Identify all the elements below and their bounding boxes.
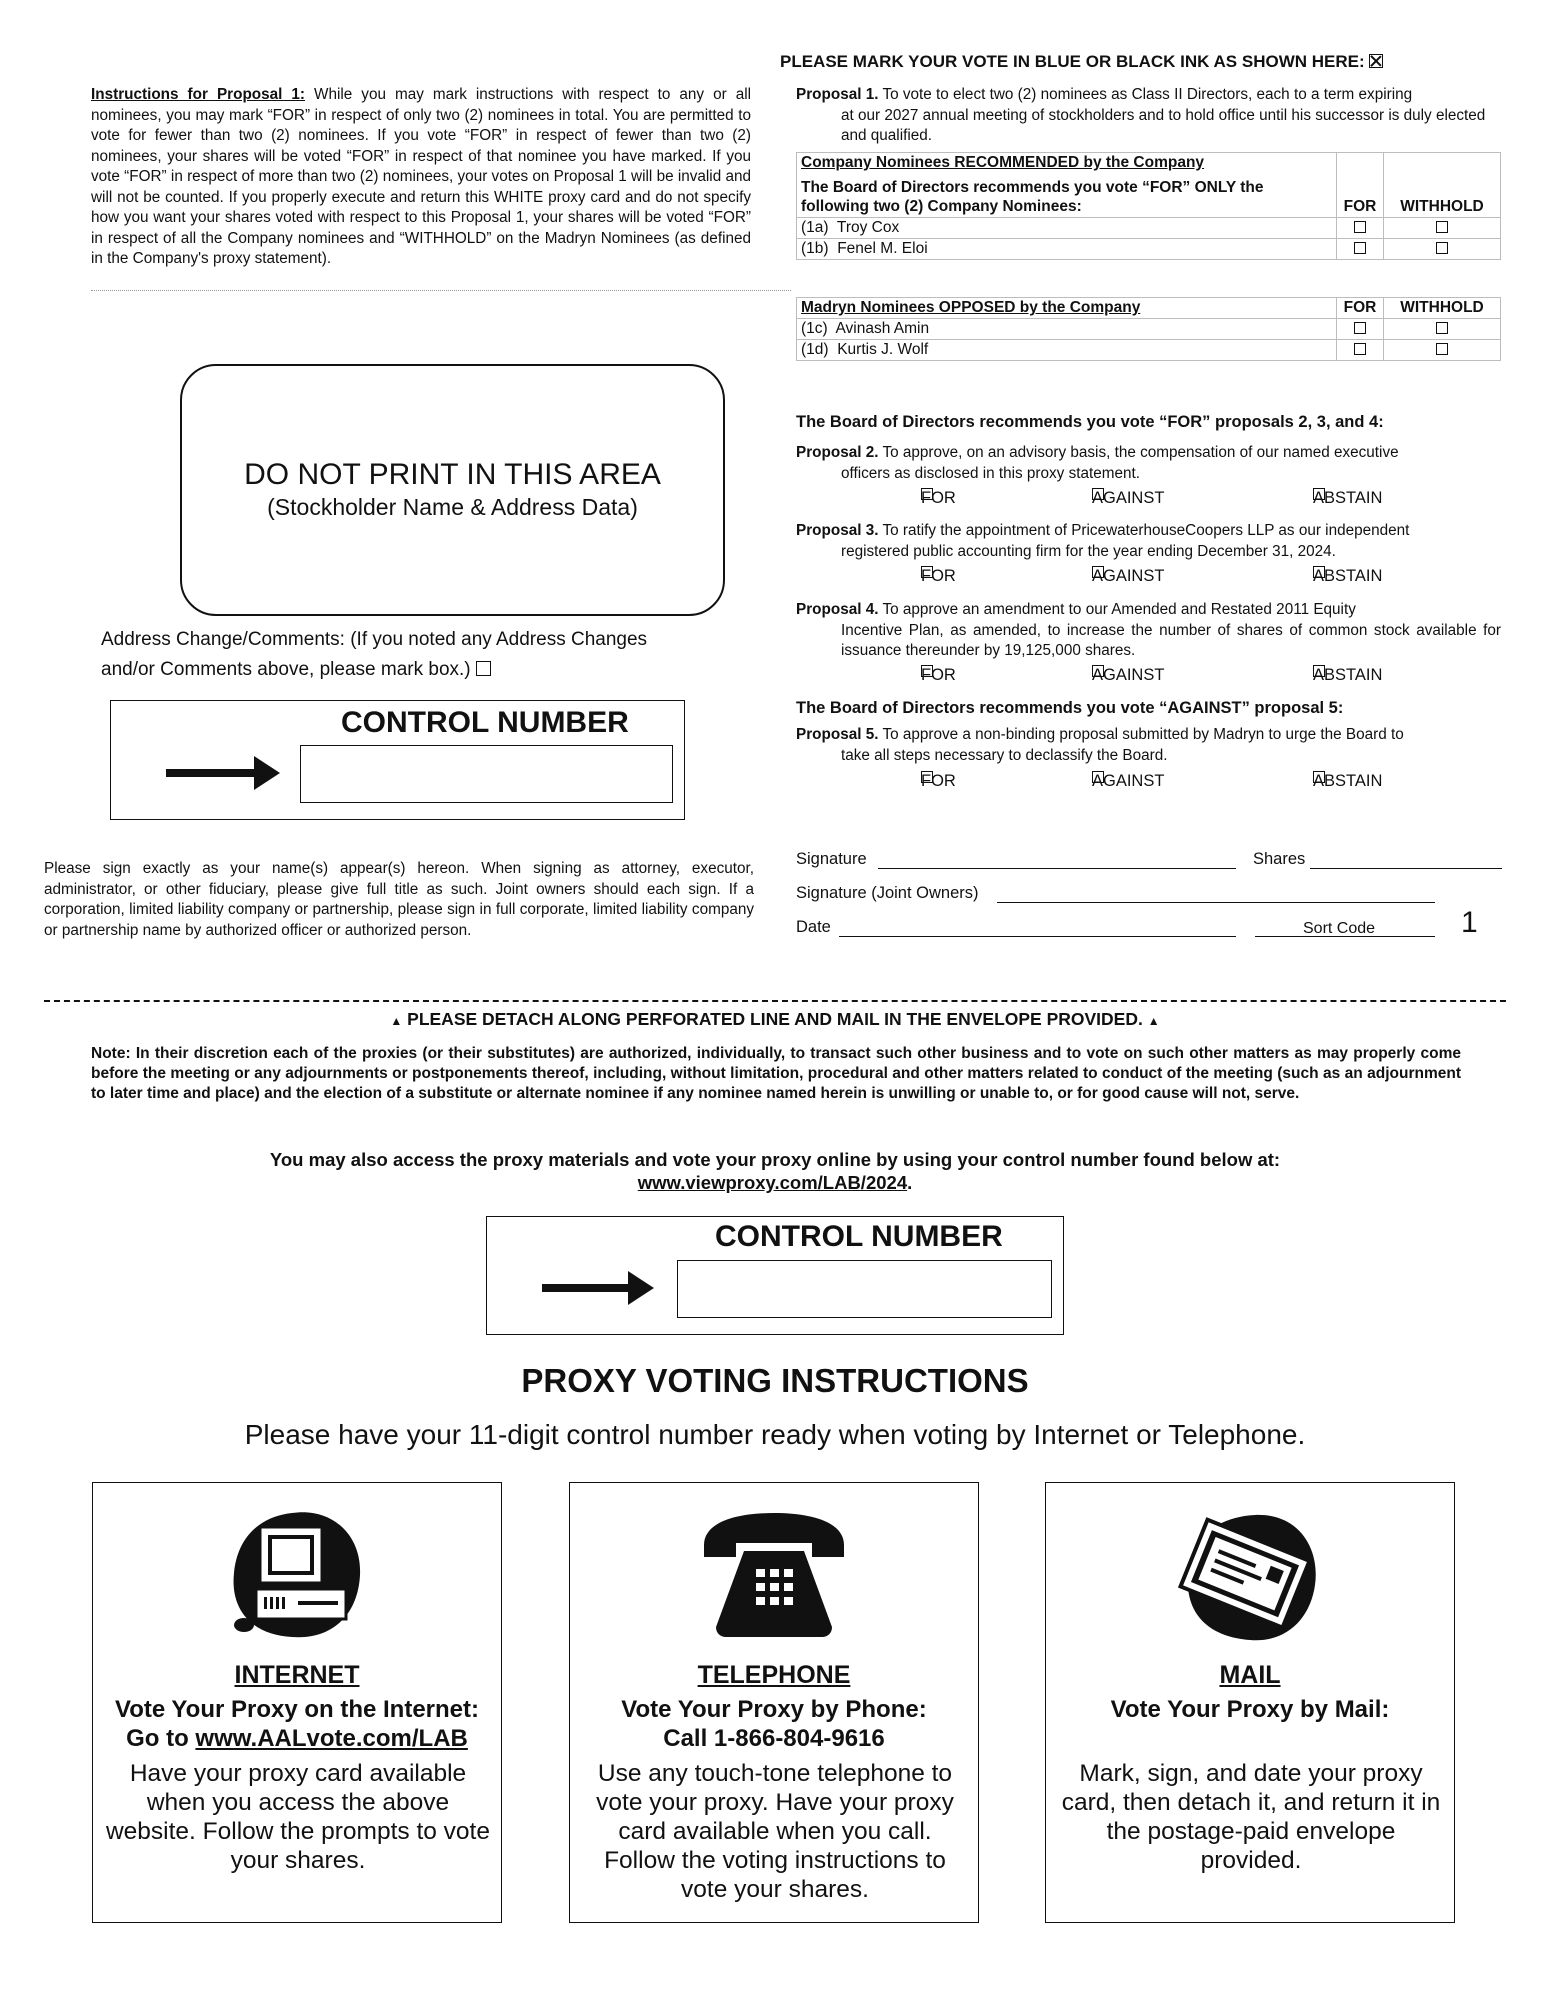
address-block: DO NOT PRINT IN THIS AREA (Stockholder Name & Address Data) bbox=[180, 364, 725, 616]
telephone-body: Use any touch-tone telephone to vote your proxy. Have your proxy card available when you call. Follow the voting instructions to vote your shares. bbox=[596, 1760, 954, 1903]
telephone-subheading: Vote Your Proxy by Phone: Call 1-866-804-9616 bbox=[570, 1695, 978, 1753]
nominee-1b-for-checkbox[interactable] bbox=[1354, 242, 1366, 254]
control-number-field[interactable] bbox=[677, 1260, 1052, 1318]
proposal1-instructions: Instructions for Proposal 1: While you may mark instructions with respect to any or all nominees, you may mark “FOR” in respect of only two (2) nominees in total. You are permitted to vote for fewer than two (2) nominees. If you vote “FOR” in respect of fewer than two (2) nominees, your shares will be voted “FOR” in respect of that nominee you have marked. If you vote “FOR” in respect of more than two (2) nominees, your votes on Proposal 1 will be invalid and will not be counted. If you properly execute and return this WHITE proxy card and do not specify how you want your shares voted with respect to this Proposal 1, your shares will be voted “FOR” in respect of all the Company nominees and “WITHHOLD” on the Madryn Nominees (as defined in the Company's proxy statement). bbox=[91, 86, 751, 267]
nominee-name: Troy Cox bbox=[836, 219, 900, 236]
joint-signature-label: Signature (Joint Owners) bbox=[796, 884, 979, 902]
mark-instructions-header: PLEASE MARK YOUR VOTE IN BLUE OR BLACK INK AS SHOWN HERE: bbox=[780, 52, 1383, 72]
nominee-1c-for-checkbox[interactable] bbox=[1354, 322, 1366, 334]
proposal5-abstain-checkbox[interactable] bbox=[1313, 771, 1325, 783]
proposal4-for-checkbox[interactable] bbox=[921, 665, 933, 677]
divider bbox=[91, 290, 791, 291]
joint-signature-line[interactable] bbox=[997, 884, 1435, 903]
nominee-1a-for-checkbox[interactable] bbox=[1354, 221, 1366, 233]
note-text: Note: In their discretion each of the proxies (or their substitutes) are authorized, individually, to transact such other business and to vote on such other matters as may properly come before the meeting or any adjournments or postponements thereof, including, without limitation, procedural and other matters related to conduct of the meeting (such as an adjournment to later time and place) and the election of a substitute or alternate nominee if any nominee named herein is unwilling or unable to, or for good cause will not, serve. bbox=[91, 1045, 1461, 1102]
control-number-field[interactable] bbox=[300, 745, 673, 803]
up-arrow-icon: ▲ bbox=[1147, 1014, 1160, 1028]
nominee-1d-for-checkbox[interactable] bbox=[1354, 343, 1366, 355]
table-row: (1c) Avinash Amin bbox=[797, 319, 1501, 340]
nominee-name: Fenel M. Eloi bbox=[837, 240, 928, 257]
proposal1-text: Proposal 1. To vote to elect two (2) nominees as Class II Directors, each to a term expiring at our 2027 annual meeting of stockholders and to hold office until his successor is duly elected and qualified. bbox=[796, 86, 1486, 144]
proposal2-against-checkbox[interactable] bbox=[1092, 488, 1104, 500]
date-line[interactable] bbox=[839, 918, 1236, 937]
proposal2-for-checkbox[interactable] bbox=[921, 488, 933, 500]
access-online: You may also access the proxy materials and vote your proxy online by using your control number found below at: www.viewproxy.com/LAB/2024. bbox=[269, 1149, 1281, 1193]
address-change-checkbox[interactable] bbox=[476, 661, 491, 676]
mail-subheading: Vote Your Proxy by Mail: bbox=[1110, 1696, 1390, 1723]
nominee-1d-withhold-checkbox[interactable] bbox=[1436, 343, 1448, 355]
internet-voting-box bbox=[92, 1482, 502, 1923]
shares-label: Shares bbox=[1253, 850, 1306, 868]
company-nominees-table: Company Nominees RECOMMENDED by the Company The Board of Directors recommends you vote “FOR” ONLY the following two (2) Company Nominees: FOR WITHHOLD (1a) Troy Cox (1b) Fenel M. Eloi bbox=[796, 152, 1501, 260]
proposal3-abstain-checkbox[interactable] bbox=[1313, 566, 1325, 578]
proposal5-against-checkbox[interactable] bbox=[1092, 771, 1104, 783]
computer-icon bbox=[222, 1505, 372, 1650]
page-number: 1 bbox=[1461, 906, 1478, 939]
viewproxy-link[interactable]: www.viewproxy.com/LAB/2024 bbox=[637, 1172, 908, 1193]
mail-body: Mark, sign, and date your proxy card, then detach it, and return it in the postage-paid envelope provided. bbox=[1061, 1760, 1441, 1874]
madryn-nominees-header: Madryn Nominees OPPOSED by the Company bbox=[797, 298, 1337, 319]
nominee-name: Avinash Amin bbox=[835, 320, 930, 337]
proposal5-for-checkbox[interactable] bbox=[921, 771, 933, 783]
mail-heading: MAIL bbox=[1219, 1661, 1281, 1689]
address-change-comments: Address Change/Comments: (If you noted any Address Changes and/or Comments above, please mark box.) bbox=[101, 629, 648, 680]
table-row: (1d) Kurtis J. Wolf bbox=[797, 340, 1501, 361]
nominee-1b-withhold-checkbox[interactable] bbox=[1436, 242, 1448, 254]
proposal2-abstain-checkbox[interactable] bbox=[1313, 488, 1325, 500]
nominee-name: Kurtis J. Wolf bbox=[837, 341, 929, 358]
aalvote-link[interactable]: www.AALvote.com/LAB bbox=[195, 1725, 468, 1752]
up-arrow-icon: ▲ bbox=[390, 1014, 403, 1028]
perforated-line bbox=[44, 1000, 1506, 1002]
table-row: (1b) Fenel M. Eloi bbox=[797, 239, 1501, 260]
detach-instructions: ▲ PLEASE DETACH ALONG PERFORATED LINE AND MAIL IN THE ENVELOPE PROVIDED. ▲ bbox=[390, 1009, 1160, 1029]
proxy-voting-subtitle: Please have your 11-digit control number ready when voting by Internet or Telephone. bbox=[244, 1419, 1306, 1450]
telephone-icon bbox=[694, 1505, 854, 1650]
nominee-1a-withhold-checkbox[interactable] bbox=[1436, 221, 1448, 233]
table-row: (1a) Troy Cox bbox=[797, 218, 1501, 239]
shares-line[interactable] bbox=[1310, 850, 1502, 869]
madryn-nominees-table: Madryn Nominees OPPOSED by the Company FOR WITHHOLD (1c) Avinash Amin (1d) Kurtis J. Wolf bbox=[796, 297, 1501, 361]
internet-heading: INTERNET bbox=[234, 1661, 360, 1689]
proposal4-text: Proposal 4. To approve an amendment to our Amended and Restated 2011 Equity Incentive Plan, as amended, to increase the number of shares of common stock available for issuance thereunder by 19,125,000 shares. bbox=[796, 601, 1501, 659]
proposal4-abstain-checkbox[interactable] bbox=[1313, 665, 1325, 677]
proposal5-text: Proposal 5. To approve a non-binding proposal submitted by Madryn to urge the Board to take all steps necessary to declassify the Board. bbox=[796, 726, 1404, 764]
date-label: Date bbox=[796, 918, 831, 936]
proposal3-for-checkbox[interactable] bbox=[921, 566, 933, 578]
proposal4-against-checkbox[interactable] bbox=[1092, 665, 1104, 677]
signing-instructions: Please sign exactly as your name(s) appear(s) hereon. When signing as attorney, executor, administrator, or other fiduciary, please give full title as such. Joint owners should each sign. If a corporation, limited liability company or partnership, please sign in full corporate, limited liability company or partnership name by authorized officer or authorized person. bbox=[44, 860, 754, 939]
mail-voting-box bbox=[1045, 1482, 1455, 1923]
proposal3-against-checkbox[interactable] bbox=[1092, 566, 1104, 578]
sort-code-label: Sort Code bbox=[1303, 920, 1376, 937]
internet-subheading: Vote Your Proxy on the Internet: Go to www.AALvote.com/LAB bbox=[114, 1696, 480, 1752]
board-recommendation-against: The Board of Directors recommends you vote “AGAINST” proposal 5: bbox=[796, 699, 1344, 717]
telephone-voting-box bbox=[569, 1482, 979, 1923]
arrow-right-icon bbox=[542, 1284, 630, 1292]
proxy-voting-title: PROXY VOTING INSTRUCTIONS bbox=[521, 1362, 1029, 1399]
nominee-1c-withhold-checkbox[interactable] bbox=[1436, 322, 1448, 334]
control-number-box: CONTROL NUMBER bbox=[110, 700, 685, 820]
control-number-box-lower: CONTROL NUMBER bbox=[486, 1216, 1064, 1335]
company-nominees-header: Company Nominees RECOMMENDED by the Company bbox=[801, 154, 1205, 171]
arrow-right-icon bbox=[166, 769, 256, 777]
signature-line[interactable] bbox=[878, 850, 1236, 869]
telephone-number: Call 1-866-804-9616 bbox=[663, 1725, 885, 1752]
proposal2-text: Proposal 2. To approve, on an advisory basis, the compensation of our named executive officers as disclosed in this proxy statement. bbox=[796, 444, 1399, 482]
proposal3-text: Proposal 3. To ratify the appointment of PricewaterhouseCoopers LLP as our independent registered public accounting firm for the year ending December 31, 2024. bbox=[796, 522, 1410, 560]
mail-icon bbox=[1170, 1505, 1330, 1650]
signature-label: Signature bbox=[796, 850, 867, 868]
company-recommendation: The Board of Directors recommends you vote “FOR” ONLY the following two (2) Company Nominees: bbox=[801, 179, 1264, 215]
board-recommendation-for: The Board of Directors recommends you vote “FOR” proposals 2, 3, and 4: bbox=[796, 413, 1384, 431]
marked-checkbox-example-icon bbox=[1369, 54, 1383, 68]
internet-body: Have your proxy card available when you access the above website. Follow the prompts to vote your shares. bbox=[105, 1760, 490, 1874]
telephone-heading: TELEPHONE bbox=[697, 1661, 851, 1689]
